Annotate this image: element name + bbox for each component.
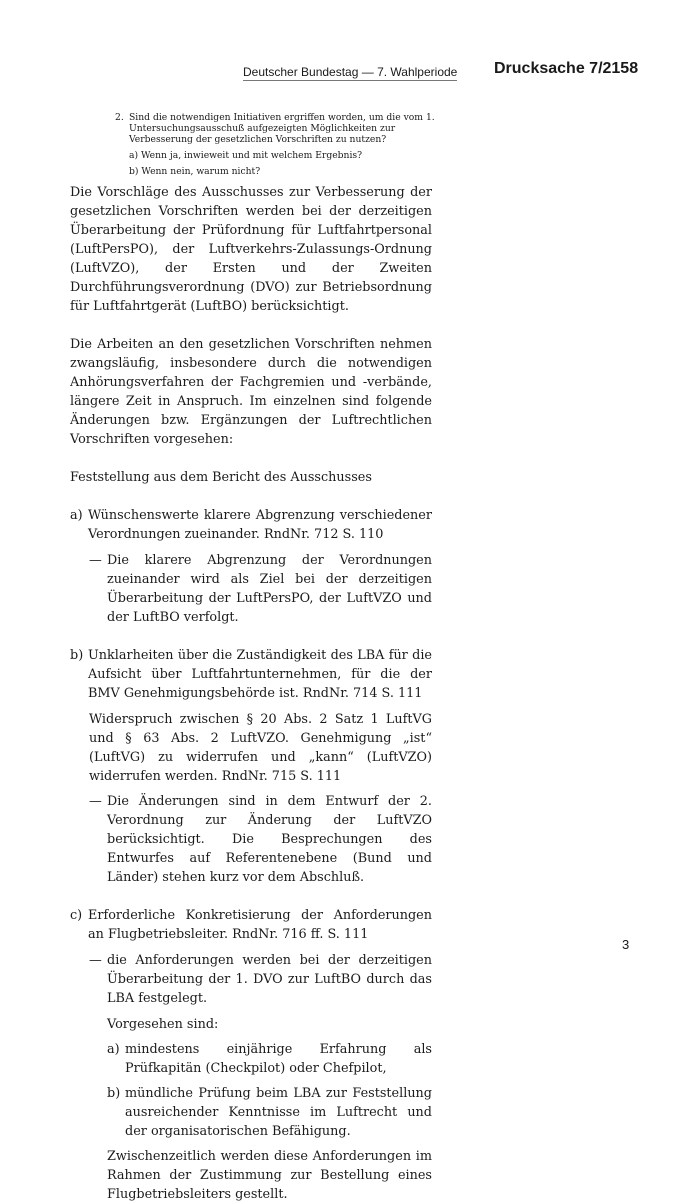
item-a-text: Wünschenswerte klarere Abgrenzung verschiedener Verordnungen zueinander. RndNr. 712 S. 110 xyxy=(88,508,432,542)
item-c-text: Erforderliche Konkretisierung der Anforderungen an Flugbetriebsleiter. RndNr. 716 ff. S. 111 xyxy=(88,908,432,942)
question-sub-a: a) Wenn ja, inwieweit und mit welchem Ergebnis? xyxy=(129,150,363,161)
item-c-response-text: die Anforderungen werden bei der derzeitigen Überarbeitung der 1. DVO zur LuftBO durch das LBA festgelegt. xyxy=(107,953,432,1006)
item-c-sub-a xyxy=(107,1040,432,1078)
question-text: Sind die notwendigen Initiativen ergriffen worden, um die vom 1. Untersuchungsausschuß aufgezeigten Möglichkeiten zur Verbesserung der gesetzlichen Vorschriften zu nutzen? xyxy=(129,112,435,145)
item-a xyxy=(70,506,432,544)
item-c-response xyxy=(89,951,432,1008)
question-number: 2. xyxy=(115,112,124,123)
item-b-text: Unklarheiten über die Zuständigkeit des LBA für die Aufsicht über Luftfahrtunternehmen, für die der BMV Genehmigungsbehörde ist. RndNr. 714 S. 111 xyxy=(88,648,432,701)
item-a-response xyxy=(89,551,432,627)
item-b-text-2: Widerspruch zwischen § 20 Abs. 2 Satz 1 LuftVG und § 63 Abs. 2 LuftVZO. Genehmigung „ist“ (LuftVG) zu widerrufen und „kann“ (LuftVZO) widerrufen werden. RndNr. 715 S. 111 xyxy=(89,712,432,784)
item-a-label: a) xyxy=(70,508,83,523)
item-c-vorgesehen: Vorgesehen sind: xyxy=(107,1017,219,1032)
item-b-label: b) xyxy=(70,648,84,663)
question-block xyxy=(115,112,440,182)
dash-mark: — xyxy=(89,553,102,568)
item-c-sub-b-label: b) xyxy=(107,1086,121,1101)
item-c-label: c) xyxy=(70,908,83,923)
item-c-sub-a-text: mindestens einjährige Erfahrung als Prüfkapitän (Checkpilot) oder Chefpilot, xyxy=(125,1042,432,1076)
item-a-response-text: Die klarere Abgrenzung der Verordnungen zueinander wird als Ziel bei der derzeitigen Überarbeitung der LuftPersPO, der LuftVZO und der LuftBO verfolgt. xyxy=(107,553,432,625)
document-number: Drucksache 7/2158 xyxy=(494,60,639,77)
question-main xyxy=(115,112,440,145)
paragraph-2: Die Arbeiten an den gesetzlichen Vorschriften nehmen zwangsläufig, insbesondere durch die notwendigen Anhörungsverfahren der Fachgremien und -verbände, längere Zeit in Anspruch. Im einzelnen sind folgende Änderungen bzw. Ergänzungen der Luftrechtlichen Vorschriften vorgesehen: xyxy=(70,337,432,447)
dash-mark: — xyxy=(89,794,102,809)
question-sub-b: b) Wenn nein, warum nicht? xyxy=(129,166,261,177)
page-number: 3 xyxy=(622,937,630,952)
item-c xyxy=(70,906,432,944)
paragraph-1: Die Vorschläge des Ausschusses zur Verbesserung der gesetzlichen Vorschriften werden bei der derzeitigen Überarbeitung der Prüfordnung für Luftfahrtpersonal (LuftPersPO), der Luftverkehrs-Zulassungs-Ordnung (LuftVZO), der Ersten und der Zweiten Durchführungsverordnung (DVO) zur Betriebsordnung für Luftfahrtgerät (LuftBO) berücksichtigt. xyxy=(70,185,432,314)
item-b xyxy=(70,646,432,703)
header-title: Deutscher Bundestag — 7. Wahlperiode xyxy=(243,65,458,79)
answer-body xyxy=(70,183,432,1204)
item-b-response-text: Die Änderungen sind in dem Entwurf der 2. Verordnung zur Änderung der LuftVZO berücksichtigt. Die Besprechungen des Entwurfes auf Referentenebene (Bund und Länder) stehen kurz vor dem Abschluß. xyxy=(107,794,432,885)
item-b-response xyxy=(89,792,432,887)
dash-mark: — xyxy=(89,953,102,968)
paragraph-3: Feststellung aus dem Bericht des Ausschusses xyxy=(70,470,372,485)
item-c-sub-a-label: a) xyxy=(107,1042,120,1057)
item-c-sub-b xyxy=(107,1084,432,1141)
item-c-final: Zwischenzeitlich werden diese Anforderungen im Rahmen der Zustimmung zur Bestellung eines Flugbetriebsleiters gestellt. xyxy=(107,1149,432,1202)
item-c-sub-b-text: mündliche Prüfung beim LBA zur Feststellung ausreichender Kenntnisse im Luftrecht und der organisatorischen Befähigung. xyxy=(125,1086,432,1139)
